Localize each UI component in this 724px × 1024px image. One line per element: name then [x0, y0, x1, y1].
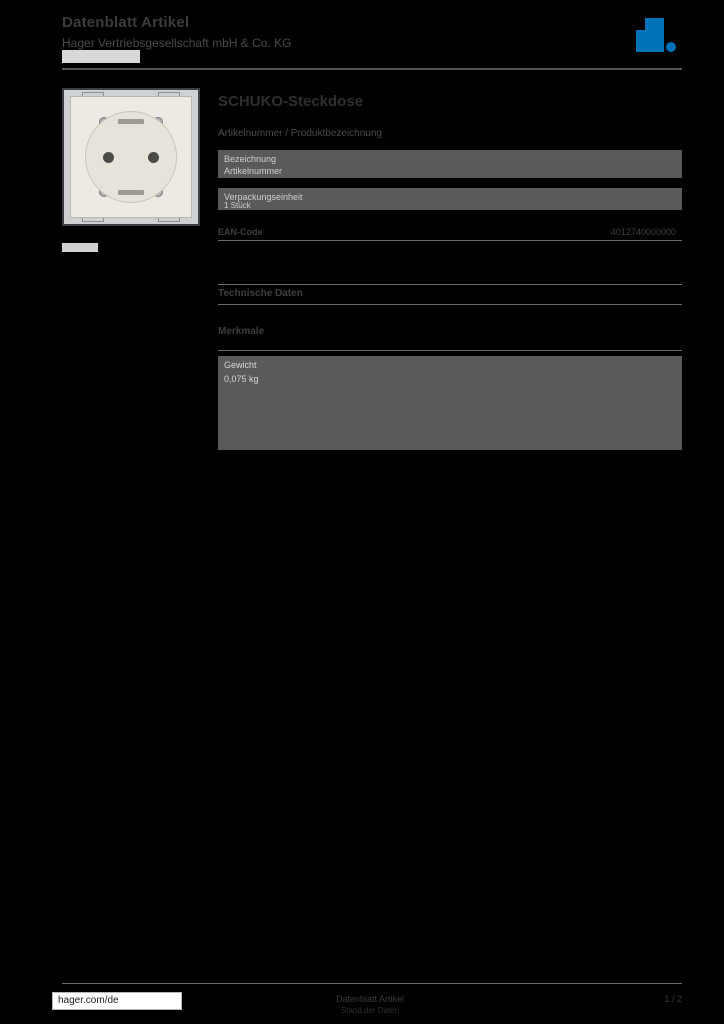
- row-value: 0,075 kg: [224, 374, 259, 384]
- footer-center-text: [270, 994, 470, 1016]
- hager-logo-icon: [636, 18, 682, 56]
- footer-line-2: Stand der Daten: [340, 1006, 400, 1015]
- product-image: [62, 88, 200, 226]
- row-label: EAN-Code: [218, 227, 263, 237]
- detail-band: [218, 150, 682, 178]
- row-divider: [218, 350, 682, 351]
- section-heading: Technische Daten: [218, 288, 303, 299]
- row-value: 1 Stück: [224, 201, 251, 210]
- row-divider: [218, 304, 682, 305]
- footer-url-link[interactable]: hager.com/de: [52, 992, 182, 1010]
- row-divider: [218, 284, 682, 285]
- row-divider: [218, 240, 682, 241]
- header-divider: [62, 68, 682, 70]
- footer-page-number: 1 / 2: [664, 994, 682, 1004]
- section-heading: Merkmale: [218, 326, 265, 337]
- footer-divider: [62, 983, 682, 984]
- header-placeholder-bar: [62, 50, 140, 63]
- row-label: Bezeichnung: [224, 154, 277, 164]
- socket-frame: [70, 96, 192, 218]
- logo-notch: [636, 18, 645, 30]
- footer-line-1: Datenblatt Artikel: [335, 994, 405, 1004]
- logo-block: [636, 18, 664, 52]
- socket-pin-hole: [103, 152, 114, 163]
- socket-face: [85, 111, 177, 203]
- row-label: Verpackungseinheit: [224, 192, 303, 202]
- product-image-caption: [62, 243, 98, 252]
- earth-contact: [118, 119, 144, 124]
- earth-contact: [118, 190, 144, 195]
- row-value: 4012740000000: [610, 227, 676, 237]
- product-title: SCHUKO-Steckdose: [218, 93, 364, 110]
- row-label: Gewicht: [224, 360, 257, 370]
- document-subtitle: Hager Vertriebsgesellschaft mbH & Co. KG: [62, 36, 292, 50]
- logo-dot: [666, 42, 676, 52]
- document-header: [62, 14, 682, 64]
- row-label: Artikelnummer: [224, 166, 283, 176]
- product-subtitle: Artikelnummer / Produktbezeichnung: [218, 128, 382, 139]
- detail-band: [218, 356, 682, 450]
- socket-pin-hole: [148, 152, 159, 163]
- document-title: Datenblatt Artikel: [62, 14, 190, 31]
